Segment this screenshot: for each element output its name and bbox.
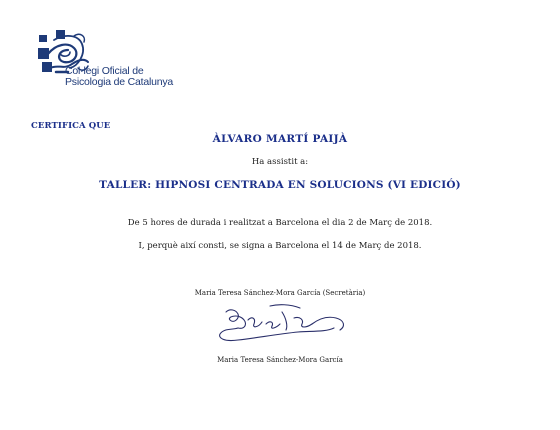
logo-text-line1: Col·legi Oficial de <box>65 65 144 77</box>
logo-text-line2: Psicologia de Catalunya <box>65 76 174 88</box>
certifies-label: CERTIFICA QUE <box>31 121 111 131</box>
recipient-name: ÀLVARO MARTÍ PAIJÀ <box>212 133 348 145</box>
attended-text: Ha assistit a: <box>251 157 309 167</box>
signer-with-role: Maria Teresa Sánchez-Mora García (Secretària) <box>194 289 366 297</box>
duration-text: De 5 hores de durada i realitzat a Barcelona el dia 2 de Març de 2018. <box>127 218 433 228</box>
signer-name: Maria Teresa Sánchez-Mora García <box>217 356 343 364</box>
handwritten-signature-icon <box>208 298 358 346</box>
signed-place-date-text: I, perquè així consti, se signa a Barcelona el 14 de Març de 2018. <box>138 241 422 251</box>
course-title: TALLER: HIPNOSI CENTRADA EN SOLUCIONS (VI EDICIÓ) <box>99 179 461 191</box>
college-logo <box>24 14 184 94</box>
